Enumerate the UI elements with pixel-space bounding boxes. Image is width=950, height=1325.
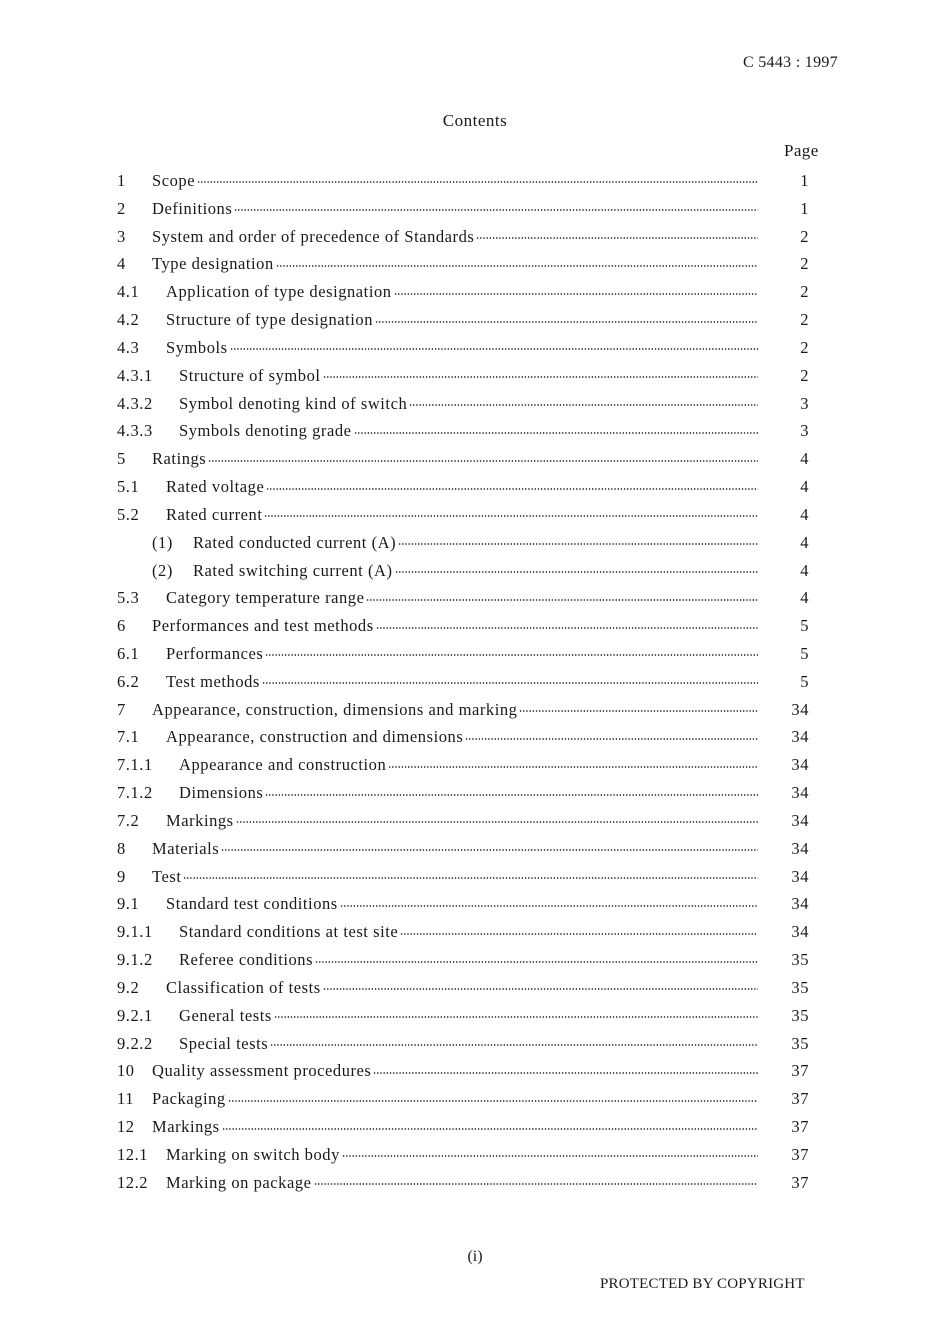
toc-entry-title: Type designation xyxy=(152,254,274,274)
toc-entry-title: General tests xyxy=(179,1005,272,1025)
toc-entry-title: Packaging xyxy=(152,1089,226,1109)
toc-entry-number: 6 xyxy=(117,616,126,636)
dot-leader xyxy=(276,265,758,267)
toc-entry xyxy=(117,167,829,195)
toc-entry-number: 4.3.2 xyxy=(117,393,153,413)
toc-entry-number: 4 xyxy=(117,254,126,274)
toc-entry-page: 2 xyxy=(800,310,809,330)
toc-entry-page: 2 xyxy=(800,226,809,246)
toc-entry-page: 35 xyxy=(791,950,809,970)
toc-entry-page: 2 xyxy=(800,282,809,302)
toc-entry-title: Test xyxy=(152,866,182,886)
toc-entry-number: (1) xyxy=(152,532,173,552)
toc-entry-page: 34 xyxy=(791,922,809,942)
dot-leader xyxy=(409,404,758,406)
toc-entry xyxy=(117,1058,829,1086)
toc-entry-title: Rated switching current (A) xyxy=(193,560,393,580)
toc-entry-number: 1 xyxy=(117,170,126,190)
toc-entry-page: 34 xyxy=(791,699,809,719)
toc-entry xyxy=(117,417,829,445)
toc-entry-number: 4.2 xyxy=(117,310,140,330)
toc-entry xyxy=(117,390,829,418)
toc-entry-number: 12 xyxy=(117,1117,135,1137)
toc-entry-title: Dimensions xyxy=(179,783,264,803)
toc-entry-number: 9.1.2 xyxy=(117,950,153,970)
dot-leader xyxy=(262,682,758,684)
toc-entry-title: Standard test conditions xyxy=(166,894,338,914)
dot-leader xyxy=(266,488,758,490)
dot-leader xyxy=(376,627,758,629)
toc-entry-number: 4.3 xyxy=(117,337,140,357)
toc-entry xyxy=(117,1002,829,1030)
toc-entry-number: 7.1.1 xyxy=(117,755,153,775)
toc-entry-page: 4 xyxy=(800,532,809,552)
toc-entry-page: 37 xyxy=(791,1144,809,1164)
toc-entry-page: 2 xyxy=(800,365,809,385)
toc-entry-title: Marking on switch body xyxy=(166,1144,340,1164)
dot-leader xyxy=(340,905,758,907)
toc-entry xyxy=(117,696,829,724)
dot-leader xyxy=(265,794,758,796)
toc-entry-number: 3 xyxy=(117,226,126,246)
toc-entry xyxy=(117,807,829,835)
toc-entry-number: 4.1 xyxy=(117,282,140,302)
toc-entry xyxy=(117,946,829,974)
contents-title: Contents xyxy=(442,111,508,130)
toc-entry-number: 8 xyxy=(117,838,126,858)
toc-entry xyxy=(117,445,829,473)
toc-entry-title: Appearance, construction, dimensions and marking xyxy=(152,699,518,719)
toc-entry-page: 37 xyxy=(791,1061,809,1081)
dot-leader xyxy=(221,849,758,851)
toc-entry xyxy=(117,974,829,1002)
toc-entry-title: Application of type designation xyxy=(166,282,392,302)
toc-entry xyxy=(117,557,829,585)
dot-leader xyxy=(234,209,758,211)
dot-leader xyxy=(323,376,758,378)
toc-entry xyxy=(117,640,829,668)
dot-leader xyxy=(208,460,758,462)
toc-entry-number: 7.1 xyxy=(117,727,140,747)
dot-leader xyxy=(183,877,758,879)
toc-entry xyxy=(117,751,829,779)
dot-leader xyxy=(519,710,758,712)
toc-entry-title: Quality assessment procedures xyxy=(152,1061,372,1081)
toc-entry-page: 34 xyxy=(791,727,809,747)
dot-leader xyxy=(323,988,758,990)
toc-entry-title: Standard conditions at test site xyxy=(179,922,399,942)
dot-leader xyxy=(375,321,758,323)
toc-entry-number: 6.2 xyxy=(117,671,140,691)
toc-entry-number: 7.1.2 xyxy=(117,783,153,803)
toc-entry-title: Markings xyxy=(166,810,234,830)
toc-entry-number: 10 xyxy=(117,1061,135,1081)
dot-leader xyxy=(366,599,758,601)
toc-entry xyxy=(117,501,829,529)
toc-entry-page: 2 xyxy=(800,337,809,357)
toc-entry-page: 5 xyxy=(800,616,809,636)
dot-leader xyxy=(314,1183,758,1185)
toc-entry-page: 3 xyxy=(800,421,809,441)
dot-leader xyxy=(388,766,758,768)
toc-entry xyxy=(117,835,829,863)
toc-entry xyxy=(117,306,829,334)
toc-entry xyxy=(117,779,829,807)
toc-entry-page: 34 xyxy=(791,755,809,775)
toc-entry xyxy=(117,195,829,223)
toc-entry xyxy=(117,863,829,891)
toc-entry-page: 37 xyxy=(791,1117,809,1137)
toc-entry-title: Symbols xyxy=(166,337,228,357)
toc-entry-page: 34 xyxy=(791,810,809,830)
toc-entry xyxy=(117,1085,829,1113)
toc-entry-page: 4 xyxy=(800,588,809,608)
table-of-contents xyxy=(117,167,829,1197)
toc-entry-number: 12.1 xyxy=(117,1144,149,1164)
toc-entry-number: 12.2 xyxy=(117,1172,149,1192)
toc-entry xyxy=(117,250,829,278)
toc-entry-title: Referee conditions xyxy=(179,950,314,970)
toc-entry-title: Ratings xyxy=(152,449,207,469)
toc-entry xyxy=(117,668,829,696)
dot-leader xyxy=(373,1072,758,1074)
toc-entry-number: 11 xyxy=(117,1089,134,1109)
dot-leader xyxy=(264,515,758,517)
toc-entry-page: 34 xyxy=(791,866,809,886)
toc-entry-page: 37 xyxy=(791,1172,809,1192)
toc-entry xyxy=(117,278,829,306)
toc-entry-page: 35 xyxy=(791,977,809,997)
toc-entry-title: Test methods xyxy=(166,671,260,691)
dot-leader xyxy=(270,1044,758,1046)
toc-entry xyxy=(117,334,829,362)
dot-leader xyxy=(394,293,758,295)
toc-entry-page: 1 xyxy=(800,198,809,218)
dot-leader xyxy=(274,1016,758,1018)
toc-entry-page: 34 xyxy=(791,894,809,914)
toc-entry-page: 34 xyxy=(791,838,809,858)
toc-entry-title: Symbol denoting kind of switch xyxy=(179,393,408,413)
toc-entry-page: 5 xyxy=(800,643,809,663)
toc-entry-number: 2 xyxy=(117,198,126,218)
toc-entry-number: 7.2 xyxy=(117,810,140,830)
toc-entry xyxy=(117,1113,829,1141)
toc-entry-number: 9.1.1 xyxy=(117,922,153,942)
toc-entry-page: 2 xyxy=(800,254,809,274)
dot-leader xyxy=(228,1100,758,1102)
toc-entry-title: Classification of tests xyxy=(166,977,321,997)
toc-entry-title: Definitions xyxy=(152,198,233,218)
toc-entry xyxy=(117,1169,829,1197)
dot-leader xyxy=(236,821,758,823)
toc-entry-title: Symbols denoting grade xyxy=(179,421,352,441)
toc-entry-number: 5.2 xyxy=(117,504,140,524)
toc-entry-number: 5.1 xyxy=(117,477,140,497)
toc-entry-page: 34 xyxy=(791,783,809,803)
toc-entry xyxy=(117,1030,829,1058)
toc-entry-title: Appearance, construction and dimensions xyxy=(166,727,464,747)
toc-entry-number: 9 xyxy=(117,866,126,886)
toc-entry xyxy=(117,473,829,501)
page-column-label: Page xyxy=(784,141,819,160)
page-folio: (i) xyxy=(467,1248,483,1265)
toc-entry-page: 3 xyxy=(800,393,809,413)
toc-entry-page: 1 xyxy=(800,170,809,190)
toc-entry-page: 37 xyxy=(791,1089,809,1109)
toc-entry-number: 5 xyxy=(117,449,126,469)
standard-number: C 5443 : 1997 xyxy=(742,54,838,71)
toc-entry-page: 5 xyxy=(800,671,809,691)
dot-leader xyxy=(465,738,758,740)
toc-entry-title: Special tests xyxy=(179,1033,269,1053)
toc-entry-number: 7 xyxy=(117,699,126,719)
dot-leader xyxy=(476,237,758,239)
toc-entry xyxy=(117,529,829,557)
dot-leader xyxy=(265,654,758,656)
toc-entry-page: 4 xyxy=(800,449,809,469)
dot-leader xyxy=(395,571,759,573)
toc-entry xyxy=(117,1141,829,1169)
toc-entry xyxy=(117,223,829,251)
toc-entry-title: Structure of symbol xyxy=(179,365,321,385)
toc-entry-title: Rated conducted current (A) xyxy=(193,532,397,552)
toc-entry-page: 35 xyxy=(791,1005,809,1025)
toc-entry-title: Materials xyxy=(152,838,220,858)
toc-entry-title: Rated voltage xyxy=(166,477,265,497)
dot-leader xyxy=(400,933,758,935)
toc-entry-title: Performances and test methods xyxy=(152,616,374,636)
dot-leader xyxy=(342,1155,758,1157)
toc-entry-title: System and order of precedence of Standards xyxy=(152,226,475,246)
toc-entry-number: 5.3 xyxy=(117,588,140,608)
toc-entry xyxy=(117,918,829,946)
dot-leader xyxy=(197,181,758,183)
toc-entry xyxy=(117,724,829,752)
toc-entry-number: 9.2.1 xyxy=(117,1005,153,1025)
toc-entry-title: Rated current xyxy=(166,504,263,524)
toc-entry-title: Performances xyxy=(166,643,264,663)
dot-leader xyxy=(230,348,758,350)
toc-entry-number: 9.2 xyxy=(117,977,140,997)
dot-leader xyxy=(222,1128,758,1130)
toc-entry xyxy=(117,362,829,390)
toc-entry-page: 4 xyxy=(800,477,809,497)
dot-leader xyxy=(398,543,758,545)
toc-entry-title: Category temperature range xyxy=(166,588,365,608)
toc-entry xyxy=(117,612,829,640)
copyright-notice: PROTECTED BY COPYRIGHT xyxy=(600,1276,805,1292)
dot-leader xyxy=(354,432,759,434)
toc-entry-page: 4 xyxy=(800,560,809,580)
dot-leader xyxy=(315,961,758,963)
toc-entry-page: 4 xyxy=(800,504,809,524)
toc-entry-title: Appearance and construction xyxy=(179,755,387,775)
toc-entry-title: Marking on package xyxy=(166,1172,312,1192)
toc-entry-number: (2) xyxy=(152,560,173,580)
toc-entry-title: Scope xyxy=(152,170,196,190)
toc-entry-page: 35 xyxy=(791,1033,809,1053)
toc-entry xyxy=(117,891,829,919)
toc-entry-number: 9.2.2 xyxy=(117,1033,153,1053)
toc-entry-number: 6.1 xyxy=(117,643,140,663)
toc-entry-title: Structure of type designation xyxy=(166,310,374,330)
toc-entry-number: 4.3.1 xyxy=(117,365,153,385)
toc-entry xyxy=(117,584,829,612)
toc-entry-title: Markings xyxy=(152,1117,220,1137)
toc-entry-number: 4.3.3 xyxy=(117,421,153,441)
toc-entry-number: 9.1 xyxy=(117,894,140,914)
